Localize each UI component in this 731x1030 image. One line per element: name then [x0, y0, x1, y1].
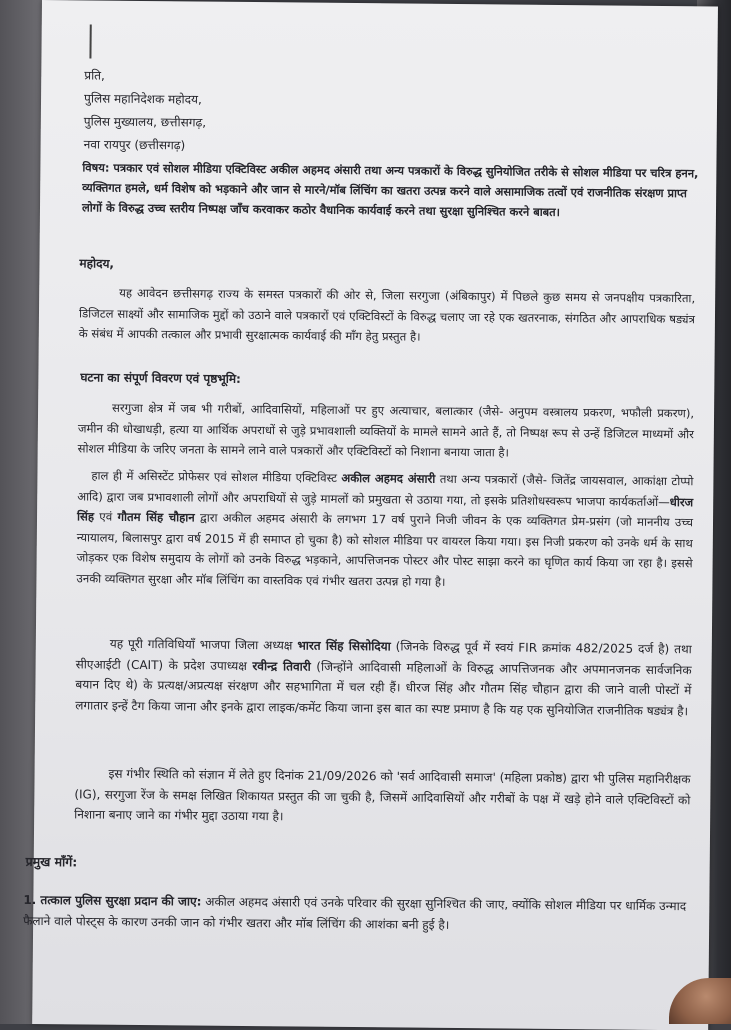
p3-part-b: तथा अन्य पत्रकारों (जैसे- जितेंद्र जायसवाल, आकांक्षा टोप्पो आदि) द्वारा जब प्रभावशाली लोगों और अपराधियों से जुड़े मामलों को प्रमुखता से उठाया गया, तो इसके प्रतिशोधस्वरूप भाजपा कार्यकर्ताओं—	[77, 471, 694, 509]
background-paragraph-3	[75, 633, 692, 721]
p3-name-1: अकील अहमद अंसारी	[341, 470, 436, 486]
address-prefix: प्रति,	[84, 68, 105, 83]
background-paragraph-4: इस गंभीर स्थिति को संज्ञान में लेते हुए दिनांक 21/09/2026 को 'सर्व आदिवासी समाज' (महिला प्रकोष्ठ) द्वारा भी पुलिस महानिरीक्षक (IG), सरगुजा रेंज के समक्ष लिखित शिकायत प्रस्तुत की जा चुकी है, जिसमें आदिवासियों और गरीबों के पक्ष में खड़े होने वाले एक्टिविस्टों को निशाना बनाए जाने का गंभीर मुद्दा उठाया गया है।	[74, 766, 691, 824]
p4-name-1: भारत सिंह सिसोदिया	[297, 638, 391, 654]
address-line-1: पुलिस महानिदेशक महोदय,	[83, 91, 202, 107]
margin-mark	[89, 24, 91, 58]
recipient-address	[84, 64, 385, 159]
subject-paragraph	[82, 157, 703, 223]
p3-part-d: द्वारा अकील अहमद अंसारी के लगभग 17 वर्ष पुराने निजी जीवन के एक व्यक्तिगत प्रेम-प्रसंग (जो माननीय उच्च न्यायालय, बिलासपुर द्वारा वर्ष 2015 में ही समाप्त हो चुका है) को सोशल मीडिया पर वायरल किया गया। इस निजी प्रकरण को उनके धर्म के साथ जोड़कर एक विशेष समुदाय के लोगों को उनके विरुद्ध भड़काने, आपत्तिजनक पोस्टर और पोस्ट साझा करने का घृणित कार्य किया जा रहा है। इससे उनकी व्यक्तिगत सुरक्षा और मॉब लिंचिंग का वास्तविक एवं गंभीर खतरा उत्पन्न हो गया है।	[76, 510, 694, 589]
demand-1-text: अकील अहमद अंसारी एवं उनके परिवार की सुरक्षा सुनिश्चित की जाए, क्योंकि सोशल मीडिया पर धार्मिक उन्माद फैलाने वाले पोस्ट्स के कारण उनकी जान को गंभीर खतरा और मॉब लिंचिंग की आशंका बनी हुई है।	[23, 894, 687, 932]
p4-part-b: (जिनके विरुद्ध पूर्व में स्वयं FIR क्रमांक 482/2025 दर्ज है) तथा सीएआईटी (CAIT) के प्रदेश उपाध्यक्ष	[75, 639, 692, 673]
demand-1-label: 1. तत्काल पुलिस सुरक्षा प्रदान की जाए:	[23, 892, 202, 909]
demand-item-1	[23, 890, 691, 938]
p4-part-c: (जिन्होंने आदिवासी महिलाओं के विरुद्ध आपत्तिजनक और अपमानजनक सार्वजनिक बयान दिए थे) के प्रत्यक्ष/अप्रत्यक्ष संरक्षण और सहभागिता में चल रही हैं। धीरज सिंह और गौतम सिंह चौहान द्वारा की जाने वाली पोस्टों में लगातार इन्हें टैग किया जाना और इनके द्वारा लाइक/कमेंट किया जाना इस बात का स्पष्ट प्रमाण है कि यह एक सुनियोजित राजनीतिक षड्यंत्र है।	[75, 659, 692, 718]
p3-part-a: हाल ही में असिस्टेंट प्रोफेसर एवं सोशल मीडिया एक्टिविस्ट	[91, 468, 342, 485]
background-paragraph-1: सरगुजा क्षेत्र में जब भी गरीबों, आदिवासियों, महिलाओं पर हुए अत्याचार, बलात्कार (जैसे- अनुपम वस्त्रालय प्रकरण, भफौली प्रकरण), जमीन की धोखाधड़ी, हत्या या आर्थिक अपराधों से जुड़े प्रभावशाली व्यक्तियों के मामले सामने आते हैं, तो निष्पक्ष रूप से उन्हें डिजिटल माध्यमों और सोशल मीडिया के जरिए जनता के सामने लाने वाले पत्रकारों और एक्टिविस्टों को निशाना बनाया जाता है।	[77, 400, 695, 460]
p4-name-2: रवीन्द्र तिवारी	[252, 658, 311, 674]
p4-part-a: यह पूरी गतिविधियाँ भाजपा जिला अध्यक्ष	[109, 636, 298, 653]
address-line-2: पुलिस मुख्यालय, छत्तीसगढ़,	[83, 114, 207, 130]
address-line-3: नवा रायपुर (छत्तीसगढ़)	[83, 137, 186, 153]
subject-text: पत्रकार एवं सोशल मीडिया एक्टिविस्ट अकील अहमद अंसारी तथा अन्य पत्रकारों के विरुद्ध सुनियोजित तरीके से सोशल मीडिया पर चरित्र हनन, व्यक्तिगत हमले, धर्म विशेष को भड़काने और जान से मारने/मॉब लिंचिंग का खतरा उत्पन्न करने वाले असामाजिक तत्वों एवं राजनीतिक संरक्षण प्राप्त लोगों के विरुद्ध उच्च स्तरीय निष्पक्ष जाँच करवाकर कठोर वैधानिक कार्यवाई करने तथा सुरक्षा सुनिश्चित करने बाबत।	[81, 160, 699, 219]
p3-name-3: गौतम सिंह चौहान	[117, 509, 195, 525]
demands-heading: प्रमुख माँगें:	[25, 853, 78, 870]
letter-paper	[23, 0, 718, 1030]
salutation: महोदय,	[79, 256, 115, 271]
background-heading: घटना का संपूर्ण विवरण एवं पृष्ठभूमि:	[80, 370, 241, 386]
intro-paragraph: यह आवेदन छत्तीसगढ़ राज्य के समस्त पत्रकारों की ओर से, जिला सरगुजा (अंबिकापुर) में पिछले कुछ समय से जनपक्षीय पत्रकारिता, डिजिटल साक्ष्यों और सामाजिक मुद्दों को उठाने वाले पत्रकारों एवं एक्टिविस्टों के विरुद्ध चलाए जा रहे एक खतरनाक, संगठित और आपराधिक षड्यंत्र के संबंध में आपकी तत्काल और प्रभावी सुरक्षात्मक कार्यवाई की माँग हेतु प्रस्तुत है।	[78, 285, 696, 344]
background-paragraph-2	[76, 465, 693, 594]
subject-label: विषय:	[82, 160, 110, 175]
p3-name-2: धीरज सिंह	[76, 494, 694, 524]
p3-part-c: एवं	[93, 509, 118, 524]
